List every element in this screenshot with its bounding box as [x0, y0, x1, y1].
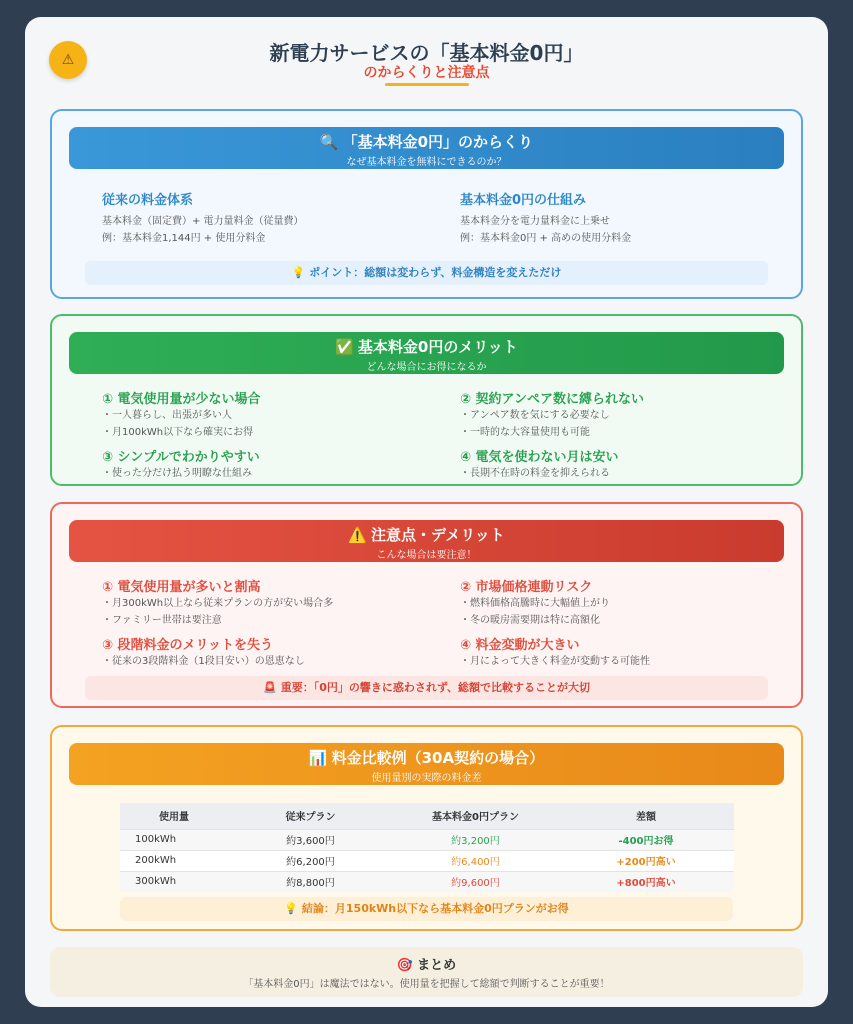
merit-item: ③ シンプルでわかりやすい ・使った分だけ払う明瞭な仕組み [102, 450, 260, 479]
table-cell-usage: 100kWh [120, 829, 228, 850]
table-cell-usage: 300kWh [120, 871, 228, 892]
table-row [120, 829, 734, 850]
important-note: 🚨 重要：「0円」の響きに惑わされず、総額で比較することが大切 [85, 676, 768, 700]
column-title: 基本料金0円の仕組み [460, 193, 587, 208]
column-title: 従来の料金体系 [102, 193, 194, 208]
column-header: 差額 [558, 803, 734, 829]
siren-icon: 🚨 [263, 681, 277, 694]
title-underline [385, 83, 469, 86]
section-header [69, 332, 784, 374]
table-cell-conventional: 約3,600円 [228, 829, 393, 850]
column-line: 基本料金分を電力量料金に上乗せ [460, 216, 610, 227]
conclusion-note: 💡 結論：月150kWh以下なら基本料金0円プランがお得 [120, 897, 733, 921]
table-cell-diff: +200円高い [558, 850, 734, 871]
table-row [120, 850, 734, 871]
table-cell-usage: 200kWh [120, 850, 228, 871]
section-comparison [50, 725, 803, 931]
table-cell-conventional: 約8,800円 [228, 871, 393, 892]
merit-item: ① 電気使用量が少ない場合 ・一人暮らし、出張が多い人 ・月100kWh以下なら確実にお得 [102, 392, 261, 438]
section-header [69, 520, 784, 562]
lightbulb-icon: 💡 [291, 266, 306, 279]
section-merits [50, 314, 803, 486]
page-title: 新電力サービスの「基本料金0円」 [269, 41, 584, 65]
bar-chart-icon: 📊 [308, 749, 328, 767]
section-mechanism [50, 109, 803, 299]
magnifier-icon: 🔍 [319, 133, 339, 151]
section-header [69, 743, 784, 785]
caution-item: ① 電気使用量が多いと割高 ・月300kWh以上なら従来プランの方が安い場合多 ・ファミリー世帯は要注意 [102, 580, 334, 626]
warning-icon: ⚠️ [348, 526, 367, 544]
section-title: 料金比較例（30A契約の場合） [331, 749, 545, 767]
column-header: 従来プラン [228, 803, 393, 829]
merit-item: ④ 電気を使わない月は安い ・長期不在時の料金を抑えられる [460, 450, 619, 479]
table-cell-diff: +800円高い [558, 871, 734, 892]
page-subtitle: のからくりと注意点 [363, 65, 490, 81]
column-line: 例：基本料金1,144円 + 使用分料金 [102, 233, 266, 244]
column-header: 使用量 [120, 803, 228, 829]
column-line: 例：基本料金0円 + 高めの使用分料金 [460, 233, 632, 244]
table-cell-conventional: 約6,200円 [228, 850, 393, 871]
summary-title: まとめ [417, 958, 457, 973]
section-subtitle: 使用量別の実際の料金差 [371, 773, 482, 784]
conventional-system [102, 189, 432, 247]
check-icon: ✅ [335, 338, 354, 356]
caution-item: ④ 料金変動が大きい ・月によって大きく料金が変動する可能性 [460, 638, 650, 667]
caution-item: ③ 段階料金のメリットを失う ・従来の3段階料金（1段目安い）の恩恵なし [102, 638, 305, 667]
table-cell-diff: -400円お得 [558, 829, 734, 850]
section-subtitle: なぜ基本料金を無料にできるのか？ [346, 157, 507, 168]
summary-box [50, 947, 803, 997]
table-cell-zero: 約6,400円 [393, 850, 558, 871]
table-header-row [120, 803, 734, 829]
section-subtitle: どんな場合にお得になるか [366, 362, 487, 373]
target-icon: 🎯 [396, 958, 414, 973]
infographic-card [25, 17, 828, 1007]
zero-base-system [460, 189, 790, 247]
table-cell-zero: 約3,200円 [393, 829, 558, 850]
section-title: 注意点・デメリット [370, 526, 505, 544]
point-note: 💡 ポイント：総額は変わらず、料金構造を変えただけ [85, 261, 768, 285]
warning-icon: ⚠ [49, 41, 87, 79]
section-title: 「基本料金0円」のからくり [342, 133, 534, 151]
section-title: 基本料金0円のメリット [357, 338, 518, 356]
caution-item: ② 市場価格連動リスク ・燃料価格高騰時に大幅値上がり ・冬の暖房需要期は特に高額化 [460, 580, 610, 626]
summary-body: 「基本料金0円」は魔法ではない。使用量を把握して総額で判断することが重要！ [243, 979, 610, 990]
section-cautions [50, 502, 803, 708]
column-line: 基本料金（固定費）+ 電力量料金（従量費） [102, 216, 304, 227]
section-subtitle: こんな場合は要注意！ [376, 550, 477, 561]
merit-item: ② 契約アンペア数に縛られない ・アンペア数を気にする必要なし ・一時的な大容量使用も可能 [460, 392, 645, 438]
column-header: 基本料金0円プラン [393, 803, 558, 829]
table-row [120, 871, 734, 892]
lightbulb-icon: 💡 [284, 902, 298, 915]
section-header [69, 127, 784, 169]
comparison-table [120, 803, 734, 892]
table-cell-zero: 約9,600円 [393, 871, 558, 892]
